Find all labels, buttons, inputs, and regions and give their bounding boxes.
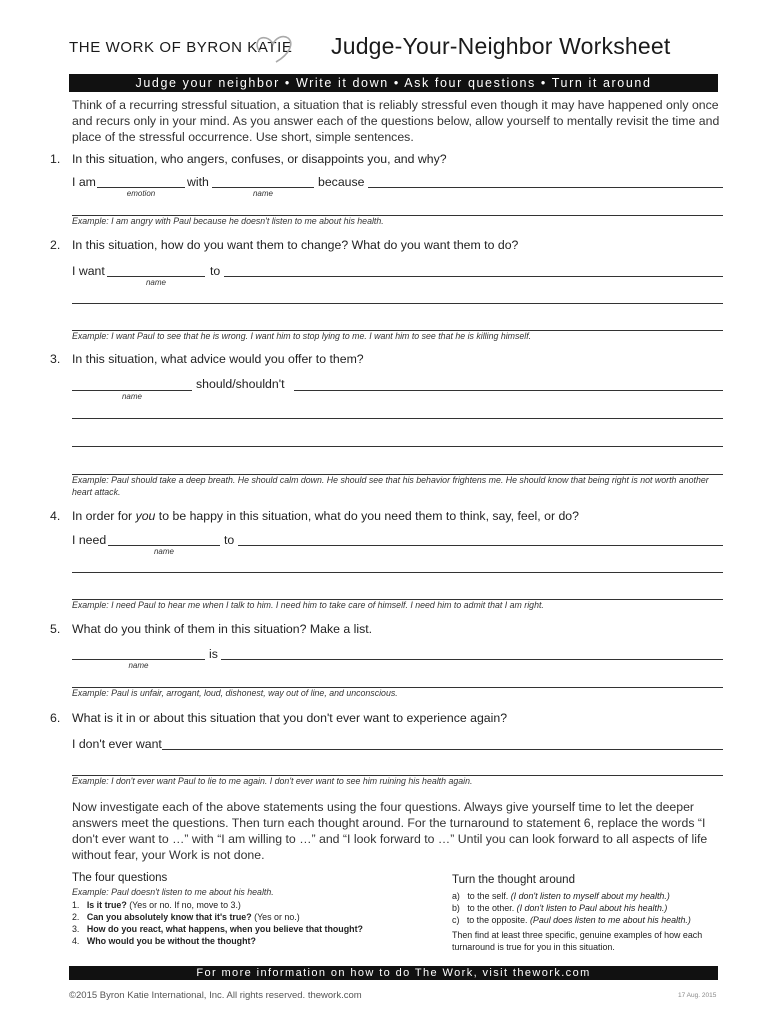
q1-emotion-caption: emotion <box>126 189 156 198</box>
q1-label-i-am: I am <box>72 175 96 189</box>
question-5-text: What do you think of them in this situation? Make a list. <box>72 622 373 636</box>
revision-date: 17 Aug. 2015 <box>678 992 717 999</box>
question-4-text <box>72 509 579 523</box>
q2-want-field[interactable] <box>224 276 723 277</box>
q2-label-to: to <box>210 264 221 278</box>
worksheet-title: Judge-Your-Neighbor Worksheet <box>331 33 671 59</box>
q5-name-field[interactable] <box>72 659 205 660</box>
turnaround-list <box>452 890 691 926</box>
four-question-item-4: 4. Who would you be without the thought? <box>72 936 256 946</box>
four-questions-example: Example: Paul doesn't listen to me about his health. <box>72 887 274 897</box>
question-3-number: 3. <box>50 352 61 366</box>
q2-name-caption: name <box>145 278 166 287</box>
turnaround-heading: Turn the thought around <box>452 874 575 886</box>
q5-name-caption: name <box>128 661 149 670</box>
q3-example: Example: Paul should take a deep breath. He should calm down. He should see that his behavior frightens me. He should know that being right is not worth another heart attack. <box>72 475 709 497</box>
q1-label-because: because <box>318 175 365 189</box>
copyright-text: ©2015 Byron Katie International, Inc. All rights reserved. thework.com <box>69 990 362 1001</box>
intro-paragraph: Think of a recurring stressful situation, a situation that is reliably stressful even though it may have happened only once and recurs only in your mind. As you answer each of the questions below, allow yourself to mentally revisit the time and place of the stressful occurrence. Use short, simple sentences. <box>72 98 720 144</box>
four-question-item-3: 3. How do you react, what happens, when you believe that thought? <box>72 924 363 934</box>
q6-label-dont-want: I don't ever want <box>72 737 162 751</box>
question-3-text: In this situation, what advice would you offer to them? <box>72 352 364 366</box>
turnaround-item-c: c) to the opposite. (Paul does listen to me about his health.) <box>452 915 691 925</box>
heart-logo-icon <box>252 32 294 66</box>
q2-name-field[interactable] <box>107 276 205 277</box>
brand-name: THE WORK OF BYRON KATIE <box>69 39 293 56</box>
q6-experience-field[interactable] <box>162 749 723 750</box>
q4-name-caption: name <box>153 547 174 556</box>
question-2-text: In this situation, how do you want them to change? What do you want them to do? <box>72 238 519 252</box>
q1-label-with: with <box>187 175 209 189</box>
q5-label-is: is <box>209 647 218 661</box>
turnaround-item-a: a) to the self. (I don't listen to myself about my health.) <box>452 891 670 901</box>
q4-text-before: In order for <box>72 509 136 523</box>
q5-judgment-field[interactable] <box>221 659 723 660</box>
q3-advice-field[interactable] <box>294 390 723 391</box>
q2-answer-line-1[interactable] <box>72 303 723 304</box>
question-1-text: In this situation, who angers, confuses, or disappoints you, and why? <box>72 152 447 166</box>
question-2-number: 2. <box>50 238 61 252</box>
q1-example: Example: I am angry with Paul because he doesn't listen to me about his health. <box>72 216 384 226</box>
q5-example: Example: Paul is unfair, arrogant, loud, dishonest, way out of line, and unconscious. <box>72 688 398 698</box>
q3-answer-line-1[interactable] <box>72 418 723 419</box>
q3-name-field[interactable] <box>72 390 192 391</box>
q3-answer-line-2[interactable] <box>72 446 723 447</box>
closing-paragraph: Now investigate each of the above statements using the four questions. Always give yourself time to let the deeper answers meet the questions. Then turn each thought around. For the turnaround to statement 6, replace the words “I don't ever want to …” with “I am willing to …” and “I look forward to …” Until you can look forward to all aspects of life without fear, your Work is not done. <box>72 800 708 862</box>
turnaround-item-b: b) to the other. (I don't listen to Paul about his health.) <box>452 903 668 913</box>
q2-example: Example: I want Paul to see that he is wrong. I want him to stop lying to me. I want him to see that he is killing himself. <box>72 331 532 341</box>
q4-answer-line-1[interactable] <box>72 572 723 573</box>
q1-name-caption: name <box>252 189 273 198</box>
q3-name-caption: name <box>121 392 142 401</box>
footer-info-bar: For more information on how to do The Work, visit thework.com <box>69 966 718 980</box>
q3-label-should: should/shouldn't <box>196 377 285 391</box>
q1-reason-field[interactable] <box>368 187 723 188</box>
q4-name-field[interactable] <box>108 545 220 546</box>
q2-label-i-want: I want <box>72 264 105 278</box>
q4-label-i-need: I need <box>72 533 107 547</box>
q1-emotion-field[interactable] <box>97 187 185 188</box>
four-question-item-1: 1. Is it true? (Yes or no. If no, move to 3.) <box>72 900 241 910</box>
question-4-number: 4. <box>50 509 61 523</box>
question-1-number: 1. <box>50 152 61 166</box>
q4-text-after: to be happy in this situation, what do you need them to think, say, feel, or do? <box>155 509 579 523</box>
four-question-item-2: 2. Can you absolutely know that it's true? (Yes or no.) <box>72 912 300 922</box>
q4-text-emphasis: you <box>135 509 156 523</box>
q4-label-to: to <box>224 533 235 547</box>
q4-example: Example: I need Paul to hear me when I talk to him. I need him to take care of himself. I need him to admit that I am right. <box>72 600 544 610</box>
four-questions-list <box>72 899 363 947</box>
four-questions-heading: The four questions <box>72 872 168 884</box>
q6-example: Example: I don't ever want Paul to lie to me again. I don't ever want to see him ruining his health again. <box>72 776 473 786</box>
question-6-text: What is it in or about this situation that you don't ever want to experience again? <box>72 711 508 725</box>
q4-need-field[interactable] <box>238 545 723 546</box>
steps-banner: Judge your neighbor • Write it down • Ask four questions • Turn it around <box>69 74 718 92</box>
question-6-number: 6. <box>50 711 61 725</box>
turnaround-note: Then find at least three specific, genuine examples of how each turnaround is true for you in this situation. <box>452 930 703 952</box>
question-5-number: 5. <box>50 622 61 636</box>
q1-name-field[interactable] <box>212 187 314 188</box>
